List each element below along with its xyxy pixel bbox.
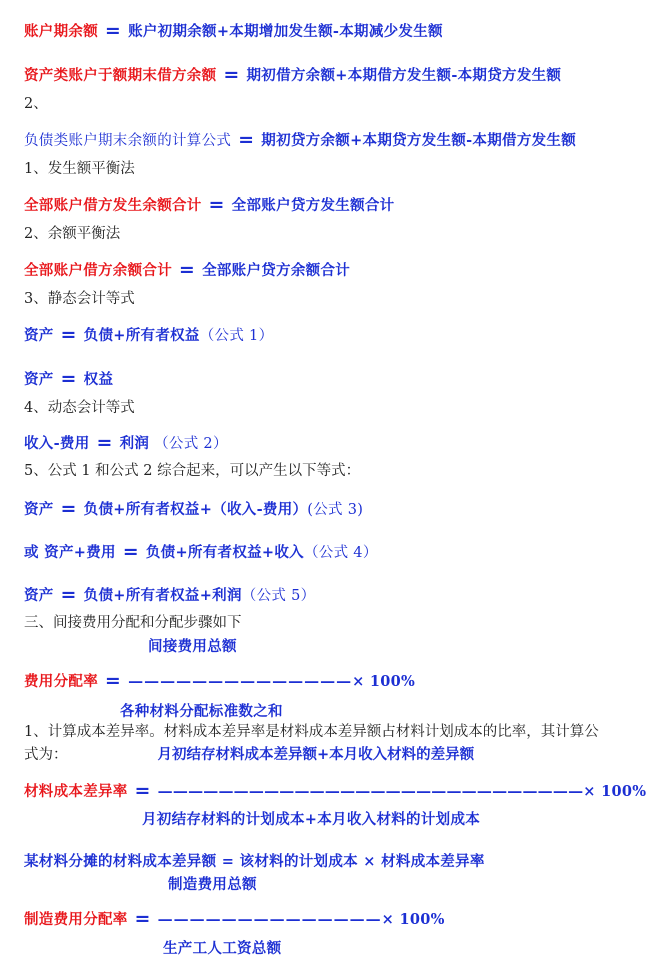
formula-expression: 期初借方余额+本期借方发生额-本期贷方发生额	[246, 67, 562, 84]
fraction-denominator: 各种材料分配标准数之和	[120, 703, 283, 720]
formula-account-balance	[24, 22, 443, 41]
heading-dynamic-equation: 4、动态会计等式	[24, 400, 135, 416]
heading-balance-method: 2、余额平衡法	[24, 226, 121, 242]
formula-note: （公式 2）	[149, 436, 228, 452]
formula-expression: 负债+所有者权益+（收入-费用）	[83, 501, 308, 518]
formula-lead: 式为：	[24, 747, 68, 763]
formula-term: 账户期余额	[24, 23, 98, 40]
formula-asset-equity	[24, 370, 113, 389]
formula-expression: 利润	[119, 435, 150, 452]
formula-manufacturing-overhead-rate	[24, 910, 445, 929]
formula-term: 资产类账户于额期末借方余额	[24, 67, 217, 84]
equals-sign: =	[98, 670, 129, 692]
formula-term: 材料成本差异率	[24, 783, 128, 800]
equals-sign: =	[98, 20, 129, 42]
formula-expression: 负债+所有者权益	[83, 327, 200, 344]
formula-term: 资产	[24, 371, 54, 388]
equals-sign: =	[172, 259, 203, 281]
heading-indirect-cost: 三、间接费用分配和分配步骤如下	[24, 615, 242, 631]
section-number: 2、	[24, 96, 48, 112]
formula-cost-allocation-rate	[24, 672, 415, 691]
equals-sign: =	[53, 584, 84, 606]
formula-expression: 负债+所有者权益+利润	[83, 587, 242, 604]
equals-sign: =	[89, 432, 120, 454]
formula-term: 负债类账户期末余额的计算公式	[24, 133, 232, 149]
percent-factor: × 100%	[352, 673, 416, 690]
formula-note: （公式 4）	[303, 545, 378, 561]
equals-sign: =	[53, 368, 84, 390]
formula-2	[24, 434, 228, 453]
formula-material-variance-amount: 某材料分摊的材料成本差异额 = 该材料的计划成本 × 材料成本差异率	[24, 853, 485, 870]
equals-sign: =	[53, 498, 84, 520]
percent-factor: × 100%	[381, 911, 445, 928]
equals-sign: =	[115, 541, 146, 563]
equals-sign: =	[201, 194, 232, 216]
heading-static-equation: 3、静态会计等式	[24, 291, 135, 307]
formula-expression: 全部账户贷方发生额合计	[231, 197, 395, 214]
fraction-denominator: 生产工人工资总额	[163, 940, 282, 957]
formula-term: 全部账户借方发生余额合计	[24, 197, 202, 214]
fraction-denominator: 月初结存材料的计划成本+本月收入材料的计划成本	[142, 811, 481, 828]
paragraph-variance-rate: 1、计算成本差异率。材料成本差异率是材料成本差异额占材料计划成本的比率，其计算公	[24, 724, 599, 740]
heading-amount-balance-method: 1、发生额平衡法	[24, 161, 135, 177]
formula-4	[24, 543, 378, 562]
fraction-numerator: 制造费用总额	[168, 876, 257, 893]
formula-term: 制造费用分配率	[24, 911, 128, 928]
formula-term: 费用分配率	[24, 673, 98, 690]
formula-term: 或 资产+费用	[24, 544, 116, 561]
formula-term: 全部账户借方余额合计	[24, 262, 172, 279]
equals-sign: =	[216, 64, 247, 86]
formula-term: 资产	[24, 587, 54, 604]
formula-expression: 负债+所有者权益+收入	[145, 544, 304, 561]
fraction-bar: ——————————————	[128, 672, 353, 690]
formula-expression: 权益	[83, 371, 114, 388]
fraction-numerator: 月初结存材料成本差异额+本月收入材料的差异额	[157, 746, 475, 763]
formula-expression: 期初贷方余额+本期贷方发生额-本期借方发生额	[261, 132, 577, 149]
percent-factor: × 100%	[583, 783, 646, 800]
heading-combined-equation: 5、公式 1 和公式 2 综合起来，可以产生以下等式：	[24, 463, 361, 479]
fraction-bar: ————————————————————————————	[157, 782, 584, 800]
fraction-numerator: 间接费用总额	[148, 638, 237, 655]
equals-sign: =	[53, 324, 84, 346]
equals-sign: =	[231, 129, 262, 151]
formula-3	[24, 500, 363, 519]
formula-term: 资产	[24, 327, 54, 344]
formula-term: 资产	[24, 501, 54, 518]
formula-amount-balance	[24, 196, 394, 215]
formula-expression: 全部账户贷方余额合计	[202, 262, 351, 279]
formula-expression: 账户初期余额+本期增加发生额-本期减少发生额	[128, 23, 443, 40]
formula-liability-balance	[24, 131, 576, 150]
formula-asset-debit-balance	[24, 66, 561, 85]
fraction-bar: ——————————————	[157, 910, 382, 928]
equals-sign: =	[127, 780, 158, 802]
formula-term: 收入-费用	[24, 435, 90, 452]
formula-balance-totals	[24, 261, 350, 280]
formula-1	[24, 326, 273, 345]
formula-note: (公式 3)	[307, 502, 364, 518]
formula-note: （公式 1）	[199, 328, 274, 344]
formula-note: （公式 5）	[241, 588, 316, 604]
formula-material-variance-rate	[24, 782, 646, 801]
equals-sign: =	[127, 908, 158, 930]
formula-5	[24, 586, 315, 605]
paragraph-formula-lead	[24, 748, 474, 763]
